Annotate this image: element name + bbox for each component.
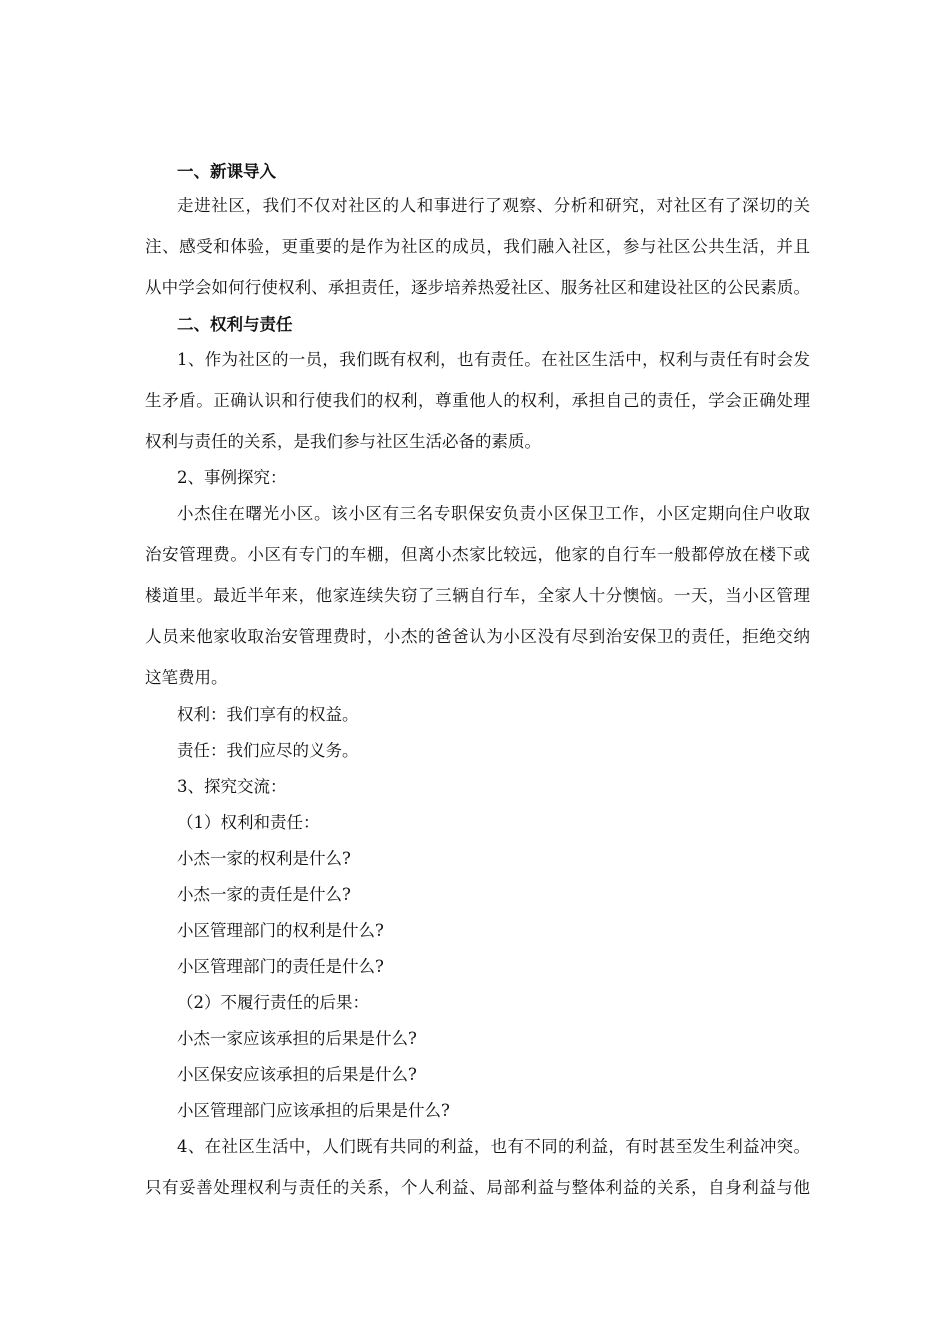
paragraph-line: 从中学会如何行使权利、承担责任，逐步培养热爱社区、服务社区和建设社区的公民素质。 — [145, 278, 810, 297]
section-heading: 二、权利与责任 — [177, 315, 293, 334]
sub-label: （2）不履行责任的后果： — [177, 993, 369, 1012]
section-heading: 一、新课导入 — [177, 162, 276, 181]
paragraph-line: 治安管理费。小区有专门的车棚，但离小杰家比较远，他家的自行车一般都停放在楼下或 — [145, 545, 810, 564]
list-label: 2、事例探究： — [177, 468, 287, 487]
question-line: 小区保安应该承担的后果是什么? — [177, 1065, 417, 1084]
paragraph-line: 这笔费用。 — [145, 668, 228, 687]
sub-label: （1）权利和责任： — [177, 813, 320, 832]
paragraph-line: 走进社区，我们不仅对社区的人和事进行了观察、分析和研究，对社区有了深切的关 — [177, 196, 810, 215]
paragraph-line: 1、作为社区的一员，我们既有权利，也有责任。在社区生活中，权利与责任有时会发 — [177, 350, 810, 369]
paragraph-line: 4、在社区生活中，人们既有共同的利益，也有不同的利益，有时甚至发生利益冲突。 — [177, 1137, 810, 1156]
definition-right: 权利：我们享有的权益。 — [177, 705, 359, 724]
question-line: 小区管理部门应该承担的后果是什么? — [177, 1101, 450, 1120]
paragraph-line: 小杰住在曙光小区。该小区有三名专职保安负责小区保卫工作，小区定期向住户收取 — [177, 504, 810, 523]
question-line: 小区管理部门的责任是什么? — [177, 957, 384, 976]
question-line: 小杰一家的责任是什么? — [177, 885, 351, 904]
definition-duty: 责任：我们应尽的义务。 — [177, 741, 359, 760]
paragraph-line: 楼道里。最近半年来，他家连续失窃了三辆自行车，全家人十分懊恼。一天，当小区管理 — [145, 586, 810, 605]
question-line: 小杰一家的权利是什么? — [177, 849, 351, 868]
question-line: 小杰一家应该承担的后果是什么? — [177, 1029, 417, 1048]
paragraph-line: 注、感受和体验，更重要的是作为社区的成员，我们融入社区，参与社区公共生活，并且 — [145, 237, 810, 256]
paragraph-line: 生矛盾。正确认识和行使我们的权利，尊重他人的权利，承担自己的责任，学会正确处理 — [145, 391, 810, 410]
paragraph-line: 只有妥善处理权利与责任的关系，个人利益、局部利益与整体利益的关系，自身利益与他 — [145, 1178, 810, 1197]
paragraph-line: 权利与责任的关系，是我们参与社区生活必备的素质。 — [145, 432, 541, 451]
question-line: 小区管理部门的权利是什么? — [177, 921, 384, 940]
list-label: 3、探究交流： — [177, 777, 287, 796]
paragraph-line: 人员来他家收取治安管理费时，小杰的爸爸认为小区没有尽到治安保卫的责任，拒绝交纳 — [145, 627, 810, 646]
